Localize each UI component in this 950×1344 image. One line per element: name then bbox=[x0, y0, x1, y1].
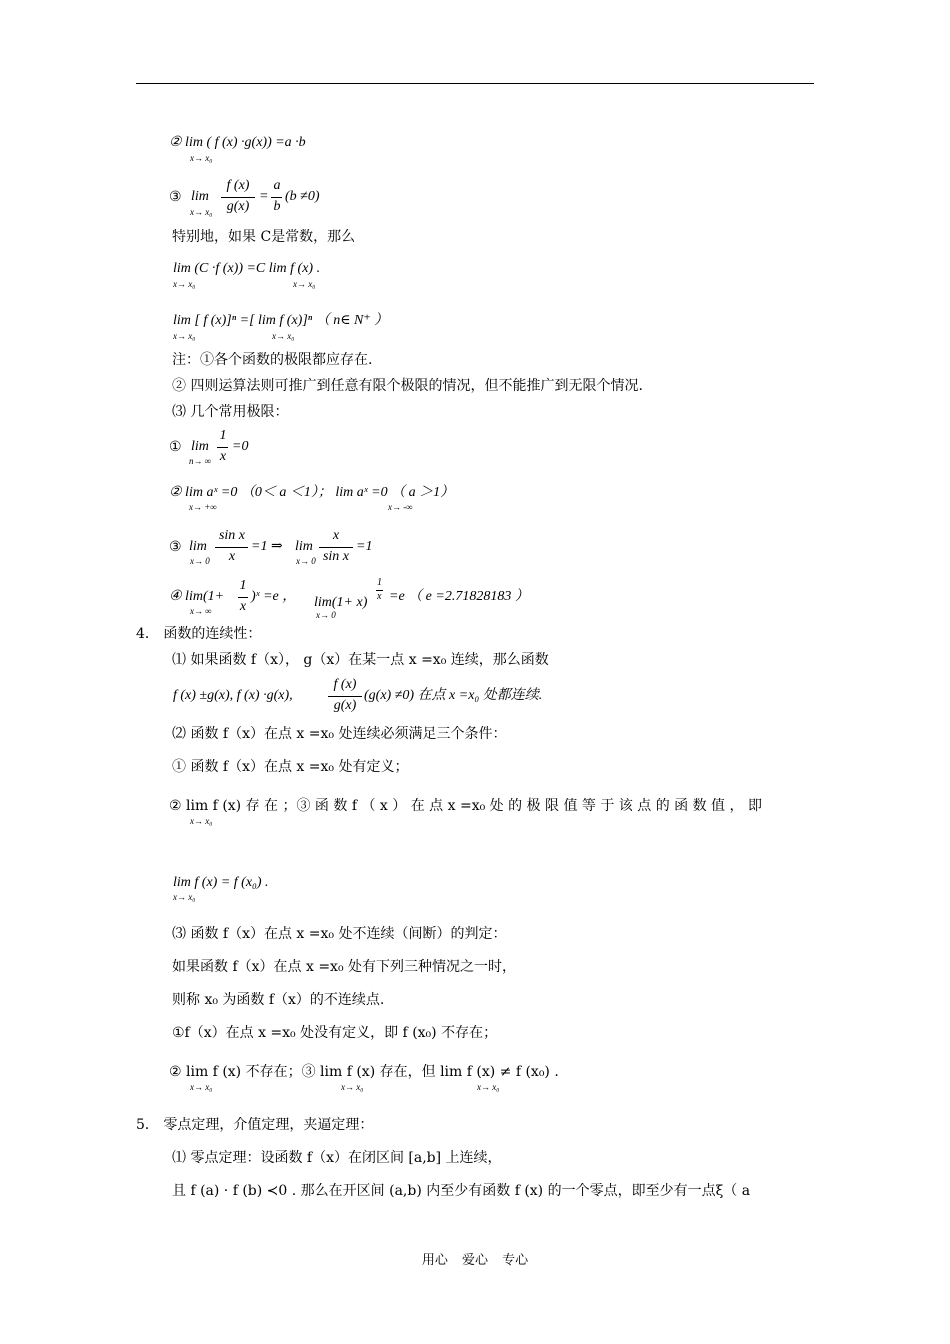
fraction-denominator: g(x) bbox=[226, 199, 250, 214]
fraction-numerator: 1 bbox=[219, 428, 227, 443]
formula-e-limit: ④ lim(1+ bbox=[169, 589, 225, 604]
formula-constant-multiple: lim (C ·f (x)) =C lim f (x) . bbox=[173, 261, 321, 276]
formula-exponential-limits: ② lim aˣ =0 （0＜ a ＜1）； lim aˣ =0 （ a ＞1） bbox=[169, 485, 455, 500]
section-heading: 5． 零点定理，介值定理，夹逼定理： bbox=[136, 1117, 374, 1133]
exponent-numerator: 1 bbox=[377, 577, 382, 588]
limit-subscript: x→ x₀ bbox=[190, 1082, 213, 1092]
equals-zero: =0 bbox=[232, 439, 249, 454]
condition: (b ≠0) bbox=[285, 189, 320, 204]
paragraph-text: ② lim f (x) 不存在；③ lim f (x) 存在，但 lim f (x) ≠ f (x₀) . bbox=[169, 1064, 559, 1080]
fraction-bar bbox=[319, 547, 353, 548]
paragraph-text: ⑶ 函数 f（x）在点 x =x₀ 处不连续（间断）的判定： bbox=[172, 926, 507, 942]
limit-subscript: x→ 0 bbox=[190, 556, 210, 566]
fraction-denominator: sin x bbox=[322, 549, 350, 564]
paragraph-text: ⑵ 函数 f（x）在点 x =x₀ 处连续必须满足三个条件： bbox=[172, 726, 507, 742]
fraction-numerator: sin x bbox=[218, 528, 246, 543]
limit-subscript: x→ x₀ bbox=[272, 331, 295, 341]
fraction-bar bbox=[221, 197, 255, 198]
section-heading: 4． 函数的连续性： bbox=[136, 626, 262, 642]
limit-subscript: x→ x₀ bbox=[341, 1082, 364, 1092]
limit-operator: lim bbox=[191, 439, 209, 454]
limit-operator: lim bbox=[189, 539, 207, 554]
paragraph-text: ①f（x）在点 x =x₀ 处没有定义，即 f (x₀) 不存在； bbox=[172, 1025, 498, 1041]
header-rule bbox=[136, 83, 814, 84]
formula-e-limit-tail: )ˣ =e ， bbox=[251, 589, 297, 604]
formula-power-limit: lim [ f (x)]ⁿ =[ lim f (x)]ⁿ （ n∈ N⁺ ） bbox=[173, 313, 389, 328]
limit-operator: lim bbox=[295, 539, 313, 554]
fraction-bar bbox=[215, 547, 248, 548]
limit-subscript: x→ 0 bbox=[296, 556, 316, 566]
fraction-denominator: x bbox=[239, 599, 247, 614]
limit-subscript: x→ x₀ bbox=[173, 892, 196, 902]
note-text: ② 四则运算法则可推广到任意有限个极限的情况，但不能推广到无限个情况. bbox=[172, 378, 643, 394]
limit-operator: lim bbox=[191, 189, 209, 204]
fraction-numerator: x bbox=[332, 528, 340, 543]
limit-subscript: n→ ∞ bbox=[189, 456, 212, 466]
page-footer: 用心 爱心 专心 bbox=[421, 1253, 529, 1268]
fraction-denominator: b bbox=[273, 199, 281, 214]
fraction-denominator: x bbox=[219, 449, 227, 464]
paragraph-text: 则称 x₀ 为函数 f（x）的不连续点. bbox=[172, 992, 385, 1008]
limit-subscript: x→ x₀ bbox=[190, 816, 213, 826]
equals-one: =1 bbox=[356, 539, 373, 554]
paragraph-text: 且 f (a) · f (b) ≺0 . 那么在开区间 (a,b) 内至少有函数 f (x) 的一个零点，即至少有一点ξ（ a bbox=[172, 1183, 751, 1199]
fraction-numerator: f (x) bbox=[333, 677, 357, 692]
paragraph-text: ① 函数 f（x）在点 x =x₀ 处有定义； bbox=[172, 759, 409, 775]
formula-continuity-tail: (g(x) ≠0) 在点 x =x₀ 处都连续. bbox=[364, 688, 543, 703]
limit-subscript: x→ x₀ bbox=[173, 331, 196, 341]
exponent-denominator: x bbox=[377, 591, 382, 602]
limit-subscript: x→ 0 bbox=[316, 610, 336, 620]
note-text: 注：①各个函数的极限都应存在. bbox=[172, 352, 373, 368]
limit-subscript: x→ ∞ bbox=[190, 606, 212, 616]
limit-subscript: x→ -∞ bbox=[388, 502, 413, 512]
paragraph-text: ⑴ 零点定理：设函数 f（x）在闭区间 [a,b] 上连续， bbox=[172, 1150, 502, 1166]
limit-subscript: x→ x₀ bbox=[477, 1082, 500, 1092]
formula-e-limit-2: lim(1+ x) bbox=[314, 595, 368, 610]
limit-subscript: x→ x₀ bbox=[190, 153, 213, 163]
fraction-denominator: g(x) bbox=[333, 698, 357, 713]
limit-subscript: x→ +∞ bbox=[189, 502, 217, 512]
formula-continuity: f (x) ±g(x), f (x) ·g(x), bbox=[173, 688, 293, 703]
fraction-numerator: a bbox=[273, 178, 281, 193]
paragraph-text: ⑴ 如果函数 f（x）， g（x）在某一点 x =x₀ 连续，那么函数 bbox=[172, 652, 549, 668]
item-marker: ③ bbox=[169, 539, 182, 555]
fraction-bar bbox=[217, 447, 228, 448]
paragraph-text: ② lim f (x) 存 在 ；③ 函 数 f （ x ） 在 点 x =x₀ 处 的 极 限 值 等 于 该 点 的 函 数 值 ， 即 bbox=[169, 798, 762, 814]
paragraph-text: 如果函数 f（x）在点 x =x₀ 处有下列三种情况之一时， bbox=[172, 959, 517, 975]
fraction-bar bbox=[328, 696, 362, 697]
fraction-bar bbox=[271, 197, 282, 198]
fraction-numerator: f (x) bbox=[226, 178, 250, 193]
equals-sign: = bbox=[259, 189, 269, 204]
fraction-denominator: x bbox=[228, 549, 236, 564]
limit-subscript: x→ x₀ bbox=[173, 279, 196, 289]
e-value: =e （ e =2.71828183 ） bbox=[389, 589, 529, 604]
paragraph-text: 特别地，如果 C是常数，那么 bbox=[172, 229, 356, 245]
item-marker: ① bbox=[169, 439, 182, 455]
limit-subscript: x→ x₀ bbox=[190, 207, 213, 217]
section-heading: ⑶ 几个常用极限： bbox=[172, 404, 289, 420]
limit-subscript: x→ x₀ bbox=[293, 279, 316, 289]
formula-limit-product: ② lim ( f (x) ·g(x)) =a ·b bbox=[169, 135, 306, 150]
fraction-bar bbox=[238, 597, 248, 598]
item-marker: ③ bbox=[169, 189, 182, 205]
formula-continuity-condition: lim f (x) = f (x₀) . bbox=[173, 875, 269, 890]
fraction-numerator: 1 bbox=[239, 578, 247, 593]
implies-text: =1 ⇒ bbox=[251, 539, 283, 554]
